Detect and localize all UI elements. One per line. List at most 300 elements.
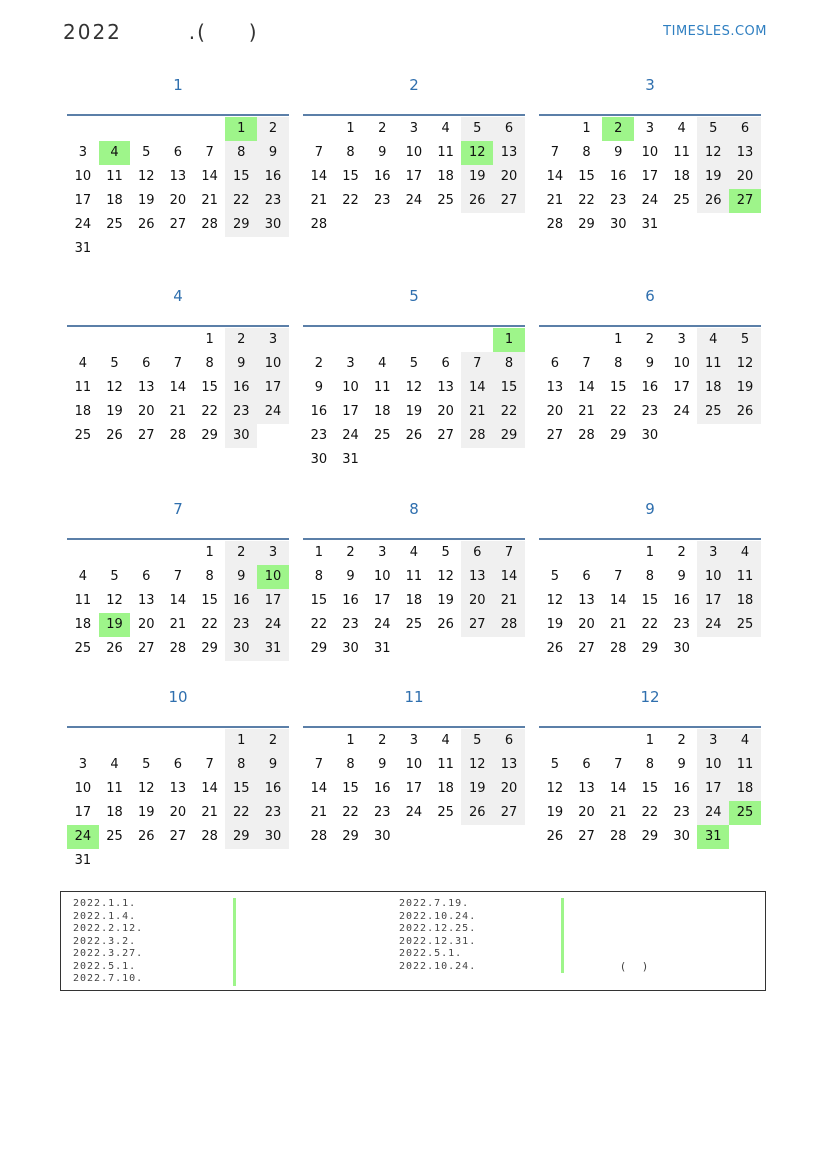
day-cell[interactable]: 29 (578, 217, 595, 232)
day-cell[interactable]: 6 (582, 757, 591, 772)
day-cell[interactable]: 2 (225, 541, 257, 565)
day-cell[interactable]: 16 (373, 781, 391, 796)
day-cell[interactable]: 5 (142, 145, 151, 160)
day-cell[interactable]: 25 (74, 641, 92, 656)
day-cell[interactable]: 25 (373, 428, 391, 443)
day-cell[interactable]: 25 (106, 829, 123, 844)
day-cell[interactable]: 11 (106, 169, 123, 184)
day-cell[interactable]: 1 (225, 729, 257, 753)
day-cell[interactable]: 11 (373, 380, 391, 395)
day-cell[interactable]: 9 (314, 380, 323, 395)
day-cell[interactable]: 14 (310, 169, 328, 184)
day-cell[interactable]: 18 (74, 404, 92, 419)
day-cell[interactable]: 26 (405, 428, 423, 443)
day-cell[interactable]: 25 (729, 613, 761, 637)
day-cell[interactable]: 16 (310, 404, 328, 419)
day-cell[interactable]: 10 (673, 356, 690, 371)
day-cell[interactable]: 8 (346, 757, 355, 772)
day-cell[interactable]: 22 (342, 193, 359, 208)
day-cell[interactable]: 16 (609, 169, 627, 184)
day-cell[interactable]: 9 (225, 565, 257, 589)
day-cell[interactable]: 23 (373, 805, 391, 820)
day-cell[interactable]: 1 (346, 733, 355, 748)
day-cell[interactable]: 28 (201, 217, 218, 232)
day-cell[interactable]: 11 (437, 145, 454, 160)
day-cell[interactable]: 3 (409, 121, 419, 136)
day-cell[interactable]: 29 (342, 829, 359, 844)
day-cell[interactable]: 11 (437, 757, 454, 772)
day-cell[interactable]: 18 (729, 777, 761, 801)
day-cell[interactable]: 8 (582, 145, 591, 160)
day-cell[interactable]: 21 (169, 617, 187, 632)
day-cell[interactable]: 26 (461, 189, 493, 213)
day-cell[interactable]: 31 (257, 637, 289, 661)
day-cell[interactable]: 19 (697, 165, 729, 189)
day-cell[interactable]: 23 (257, 189, 289, 213)
day-cell[interactable]: 3 (346, 356, 355, 371)
day-cell[interactable]: 28 (310, 829, 328, 844)
day-cell[interactable]: 29 (225, 213, 257, 237)
day-cell[interactable]: 31 (74, 853, 92, 868)
day-cell[interactable]: 16 (673, 593, 690, 608)
day-cell[interactable]: 15 (201, 593, 218, 608)
day-cell[interactable]: 17 (74, 805, 92, 820)
day-cell[interactable]: 20 (461, 589, 493, 613)
day-cell[interactable]: 3 (697, 729, 729, 753)
day-cell[interactable]: 10 (74, 781, 92, 796)
day-cell[interactable]: 12 (106, 593, 123, 608)
day-cell[interactable]: 24 (405, 193, 423, 208)
day-cell[interactable]: 8 (225, 753, 257, 777)
day-cell[interactable]: 4 (441, 733, 450, 748)
day-cell[interactable]: 11 (697, 352, 729, 376)
day-cell[interactable]: 2 (225, 328, 257, 352)
day-cell[interactable]: 15 (609, 380, 627, 395)
day-cell[interactable]: 24 (257, 613, 289, 637)
day-cell[interactable]: 22 (225, 801, 257, 825)
day-cell[interactable]: 10 (373, 569, 391, 584)
day-cell[interactable]: 5 (550, 569, 559, 584)
day-cell[interactable]: 2 (645, 332, 655, 347)
day-cell[interactable]: 21 (493, 589, 525, 613)
day-cell[interactable]: 21 (546, 193, 564, 208)
day-cell[interactable]: 16 (342, 593, 359, 608)
day-cell[interactable]: 21 (201, 193, 218, 208)
day-cell[interactable]: 26 (546, 641, 564, 656)
day-cell[interactable]: 13 (578, 593, 595, 608)
day-cell[interactable]: 8 (645, 569, 655, 584)
day-cell[interactable]: 22 (310, 617, 328, 632)
day-cell[interactable]: 22 (641, 617, 659, 632)
day-cell[interactable]: 20 (137, 404, 155, 419)
day-cell[interactable]: 30 (342, 641, 359, 656)
day-cell[interactable]: 8 (205, 569, 214, 584)
day-cell[interactable]: 24 (697, 613, 729, 637)
day-cell[interactable]: 22 (578, 193, 595, 208)
day-cell[interactable]: 23 (609, 193, 627, 208)
day-cell[interactable]: 17 (405, 781, 423, 796)
day-cell[interactable]: 30 (673, 829, 690, 844)
day-cell[interactable]: 27 (493, 801, 525, 825)
day-cell[interactable]: 1 (645, 733, 655, 748)
day-cell[interactable]: 17 (641, 169, 659, 184)
day-cell[interactable]: 4 (697, 328, 729, 352)
day-cell[interactable]: 24 (257, 400, 289, 424)
day-cell[interactable]: 10 (257, 352, 289, 376)
day-cell[interactable]: 20 (437, 404, 454, 419)
day-cell[interactable]: 13 (437, 380, 454, 395)
day-cell[interactable]: 1 (225, 117, 257, 141)
day-cell[interactable]: 21 (169, 404, 187, 419)
day-cell[interactable]: 12 (729, 352, 761, 376)
day-cell[interactable]: 3 (257, 328, 289, 352)
day-cell[interactable]: 12 (546, 593, 564, 608)
day-cell[interactable]: 15 (493, 376, 525, 400)
day-cell[interactable]: 9 (257, 141, 289, 165)
day-cell[interactable]: 14 (169, 380, 187, 395)
day-cell[interactable]: 26 (697, 189, 729, 213)
day-cell[interactable]: 4 (99, 141, 131, 165)
day-cell[interactable]: 13 (137, 593, 155, 608)
day-cell[interactable]: 14 (578, 380, 595, 395)
day-cell[interactable]: 1 (346, 121, 355, 136)
day-cell[interactable]: 12 (461, 141, 493, 165)
day-cell[interactable]: 10 (405, 145, 423, 160)
day-cell[interactable]: 20 (729, 165, 761, 189)
day-cell[interactable]: 13 (578, 781, 595, 796)
day-cell[interactable]: 20 (493, 165, 525, 189)
day-cell[interactable]: 14 (201, 781, 218, 796)
day-cell[interactable]: 4 (78, 569, 87, 584)
day-cell[interactable]: 18 (405, 593, 423, 608)
day-cell[interactable]: 6 (582, 569, 591, 584)
day-cell[interactable]: 2 (314, 356, 323, 371)
day-cell[interactable]: 14 (461, 376, 493, 400)
day-cell[interactable]: 27 (437, 428, 454, 443)
day-cell[interactable]: 10 (74, 169, 92, 184)
day-cell[interactable]: 7 (314, 145, 323, 160)
day-cell[interactable]: 8 (314, 569, 323, 584)
day-cell[interactable]: 14 (169, 593, 187, 608)
day-cell[interactable]: 3 (697, 541, 729, 565)
day-cell[interactable]: 25 (437, 193, 454, 208)
day-cell[interactable]: 24 (673, 404, 690, 419)
day-cell[interactable]: 18 (74, 617, 92, 632)
day-cell[interactable]: 4 (677, 121, 686, 136)
day-cell[interactable]: 27 (169, 217, 187, 232)
day-cell[interactable]: 3 (257, 541, 289, 565)
day-cell[interactable]: 8 (493, 352, 525, 376)
site-logo-text[interactable]: TIMESLES.COM (663, 24, 767, 39)
day-cell[interactable]: 18 (437, 781, 454, 796)
day-cell[interactable]: 7 (461, 352, 493, 376)
day-cell[interactable]: 6 (729, 117, 761, 141)
day-cell[interactable]: 16 (225, 376, 257, 400)
day-cell[interactable]: 25 (106, 217, 123, 232)
day-cell[interactable]: 20 (578, 805, 595, 820)
day-cell[interactable]: 27 (461, 613, 493, 637)
day-cell[interactable]: 13 (546, 380, 564, 395)
day-cell[interactable]: 3 (78, 757, 87, 772)
day-cell[interactable]: 29 (493, 424, 525, 448)
day-cell[interactable]: 12 (437, 569, 454, 584)
day-cell[interactable]: 2 (378, 121, 387, 136)
day-cell[interactable]: 1 (205, 332, 214, 347)
day-cell[interactable]: 1 (614, 332, 623, 347)
day-cell[interactable]: 25 (437, 805, 454, 820)
day-cell[interactable]: 5 (461, 117, 493, 141)
day-cell[interactable]: 27 (137, 428, 155, 443)
day-cell[interactable]: 28 (169, 641, 187, 656)
day-cell[interactable]: 18 (373, 404, 391, 419)
day-cell[interactable]: 5 (441, 545, 450, 560)
day-cell[interactable]: 18 (106, 805, 123, 820)
day-cell[interactable]: 24 (342, 428, 359, 443)
day-cell[interactable]: 12 (137, 781, 155, 796)
day-cell[interactable]: 2 (677, 545, 686, 560)
day-cell[interactable]: 27 (729, 189, 761, 213)
day-cell[interactable]: 21 (609, 617, 627, 632)
day-cell[interactable]: 18 (697, 376, 729, 400)
day-cell[interactable]: 4 (729, 541, 761, 565)
day-cell[interactable]: 16 (257, 777, 289, 801)
day-cell[interactable]: 15 (310, 593, 328, 608)
day-cell[interactable]: 26 (106, 641, 123, 656)
day-cell[interactable]: 3 (378, 545, 387, 560)
day-cell[interactable]: 26 (437, 617, 454, 632)
day-cell[interactable]: 11 (74, 380, 92, 395)
day-cell[interactable]: 9 (677, 757, 686, 772)
day-cell[interactable]: 27 (546, 428, 564, 443)
day-cell[interactable]: 27 (578, 829, 595, 844)
day-cell[interactable]: 21 (310, 805, 328, 820)
day-cell[interactable]: 26 (137, 217, 155, 232)
day-cell[interactable]: 15 (201, 380, 218, 395)
day-cell[interactable]: 2 (257, 117, 289, 141)
day-cell[interactable]: 28 (546, 217, 564, 232)
day-cell[interactable]: 17 (405, 169, 423, 184)
day-cell[interactable]: 4 (441, 121, 450, 136)
day-cell[interactable]: 19 (546, 617, 564, 632)
day-cell[interactable]: 8 (346, 145, 355, 160)
day-cell[interactable]: 2 (677, 733, 686, 748)
day-cell[interactable]: 25 (673, 193, 690, 208)
day-cell[interactable]: 23 (225, 613, 257, 637)
day-cell[interactable]: 17 (342, 404, 359, 419)
day-cell[interactable]: 29 (201, 641, 218, 656)
day-cell[interactable]: 10 (697, 753, 729, 777)
day-cell[interactable]: 19 (405, 404, 423, 419)
day-cell[interactable]: 24 (373, 617, 391, 632)
day-cell[interactable]: 5 (110, 356, 119, 371)
day-cell[interactable]: 15 (342, 781, 359, 796)
day-cell[interactable]: 30 (609, 217, 627, 232)
day-cell[interactable]: 17 (697, 777, 729, 801)
day-cell[interactable]: 11 (673, 145, 690, 160)
day-cell[interactable]: 6 (173, 757, 183, 772)
day-cell[interactable]: 17 (257, 376, 289, 400)
day-cell[interactable]: 11 (729, 565, 761, 589)
day-cell[interactable]: 5 (729, 328, 761, 352)
day-cell[interactable]: 13 (493, 753, 525, 777)
day-cell[interactable]: 9 (378, 757, 387, 772)
day-cell[interactable]: 26 (137, 829, 155, 844)
day-cell[interactable]: 7 (173, 569, 183, 584)
day-cell[interactable]: 23 (373, 193, 391, 208)
day-cell[interactable]: 1 (314, 545, 323, 560)
day-cell[interactable]: 3 (409, 733, 419, 748)
day-cell[interactable]: 9 (225, 352, 257, 376)
day-cell[interactable]: 12 (697, 141, 729, 165)
day-cell[interactable]: 21 (609, 805, 627, 820)
day-cell[interactable]: 14 (201, 169, 218, 184)
day-cell[interactable]: 11 (106, 781, 123, 796)
day-cell[interactable]: 12 (461, 753, 493, 777)
day-cell[interactable]: 15 (342, 169, 359, 184)
day-cell[interactable]: 7 (582, 356, 591, 371)
day-cell[interactable]: 22 (493, 400, 525, 424)
day-cell[interactable]: 4 (110, 757, 119, 772)
day-cell[interactable]: 2 (378, 733, 387, 748)
day-cell[interactable]: 23 (673, 805, 690, 820)
day-cell[interactable]: 28 (310, 217, 328, 232)
day-cell[interactable]: 24 (67, 825, 99, 849)
day-cell[interactable]: 16 (257, 165, 289, 189)
day-cell[interactable]: 14 (493, 565, 525, 589)
day-cell[interactable]: 2 (346, 545, 355, 560)
day-cell[interactable]: 15 (641, 593, 659, 608)
day-cell[interactable]: 23 (342, 617, 359, 632)
day-cell[interactable]: 4 (78, 356, 87, 371)
day-cell[interactable]: 14 (546, 169, 564, 184)
day-cell[interactable]: 10 (342, 380, 359, 395)
day-cell[interactable]: 22 (225, 189, 257, 213)
day-cell[interactable]: 26 (106, 428, 123, 443)
day-cell[interactable]: 27 (137, 641, 155, 656)
day-cell[interactable]: 28 (609, 829, 627, 844)
day-cell[interactable]: 30 (310, 452, 328, 467)
day-cell[interactable]: 18 (106, 193, 123, 208)
day-cell[interactable]: 23 (641, 404, 659, 419)
day-cell[interactable]: 15 (225, 777, 257, 801)
day-cell[interactable]: 13 (169, 781, 187, 796)
day-cell[interactable]: 31 (373, 641, 391, 656)
day-cell[interactable]: 12 (546, 781, 564, 796)
day-cell[interactable]: 30 (673, 641, 690, 656)
day-cell[interactable]: 12 (137, 169, 155, 184)
day-cell[interactable]: 20 (137, 617, 155, 632)
day-cell[interactable]: 19 (106, 404, 123, 419)
day-cell[interactable]: 28 (609, 641, 627, 656)
day-cell[interactable]: 6 (461, 541, 493, 565)
day-cell[interactable]: 29 (609, 428, 627, 443)
day-cell[interactable]: 31 (697, 825, 729, 849)
day-cell[interactable]: 20 (169, 193, 187, 208)
day-cell[interactable]: 17 (257, 589, 289, 613)
day-cell[interactable]: 6 (493, 117, 525, 141)
day-cell[interactable]: 19 (437, 593, 454, 608)
day-cell[interactable]: 9 (378, 145, 387, 160)
day-cell[interactable]: 9 (677, 569, 686, 584)
day-cell[interactable]: 6 (142, 356, 151, 371)
day-cell[interactable]: 22 (609, 404, 627, 419)
day-cell[interactable]: 30 (257, 825, 289, 849)
day-cell[interactable]: 11 (74, 593, 92, 608)
day-cell[interactable]: 11 (405, 569, 423, 584)
day-cell[interactable]: 13 (493, 141, 525, 165)
day-cell[interactable]: 14 (310, 781, 328, 796)
day-cell[interactable]: 6 (550, 356, 559, 371)
day-cell[interactable]: 8 (205, 356, 214, 371)
day-cell[interactable]: 11 (729, 753, 761, 777)
day-cell[interactable]: 15 (225, 165, 257, 189)
day-cell[interactable]: 25 (729, 801, 761, 825)
day-cell[interactable]: 25 (697, 400, 729, 424)
day-cell[interactable]: 31 (641, 217, 659, 232)
day-cell[interactable]: 3 (677, 332, 686, 347)
day-cell[interactable]: 17 (74, 193, 92, 208)
day-cell[interactable]: 25 (74, 428, 92, 443)
day-cell[interactable]: 10 (697, 565, 729, 589)
day-cell[interactable]: 1 (493, 328, 525, 352)
day-cell[interactable]: 28 (169, 428, 187, 443)
day-cell[interactable]: 23 (673, 617, 690, 632)
day-cell[interactable]: 17 (673, 380, 690, 395)
day-cell[interactable]: 16 (225, 589, 257, 613)
day-cell[interactable]: 5 (409, 356, 419, 371)
day-cell[interactable]: 14 (609, 593, 627, 608)
day-cell[interactable]: 18 (437, 169, 454, 184)
day-cell[interactable]: 10 (257, 565, 289, 589)
day-cell[interactable]: 1 (205, 545, 214, 560)
day-cell[interactable]: 7 (614, 569, 623, 584)
day-cell[interactable]: 26 (461, 801, 493, 825)
day-cell[interactable]: 8 (225, 141, 257, 165)
day-cell[interactable]: 21 (578, 404, 595, 419)
day-cell[interactable]: 27 (493, 189, 525, 213)
day-cell[interactable]: 28 (461, 424, 493, 448)
day-cell[interactable]: 23 (225, 400, 257, 424)
day-cell[interactable]: 5 (110, 569, 119, 584)
day-cell[interactable]: 16 (641, 380, 659, 395)
day-cell[interactable]: 9 (346, 569, 355, 584)
day-cell[interactable]: 4 (729, 729, 761, 753)
day-cell[interactable]: 23 (310, 428, 328, 443)
day-cell[interactable]: 16 (373, 169, 391, 184)
day-cell[interactable]: 17 (373, 593, 391, 608)
day-cell[interactable]: 14 (609, 781, 627, 796)
day-cell[interactable]: 30 (373, 829, 391, 844)
day-cell[interactable]: 5 (550, 757, 559, 772)
day-cell[interactable]: 7 (205, 145, 214, 160)
day-cell[interactable]: 19 (461, 165, 493, 189)
day-cell[interactable]: 7 (173, 356, 183, 371)
day-cell[interactable]: 22 (641, 805, 659, 820)
day-cell[interactable]: 29 (225, 825, 257, 849)
day-cell[interactable]: 5 (697, 117, 729, 141)
day-cell[interactable]: 4 (409, 545, 419, 560)
day-cell[interactable]: 2 (602, 117, 634, 141)
day-cell[interactable]: 10 (641, 145, 659, 160)
day-cell[interactable]: 3 (78, 145, 87, 160)
day-cell[interactable]: 1 (645, 545, 655, 560)
day-cell[interactable]: 12 (106, 380, 123, 395)
day-cell[interactable]: 20 (493, 777, 525, 801)
day-cell[interactable]: 15 (578, 169, 595, 184)
day-cell[interactable]: 3 (645, 121, 655, 136)
day-cell[interactable]: 6 (441, 356, 450, 371)
day-cell[interactable]: 6 (142, 569, 151, 584)
